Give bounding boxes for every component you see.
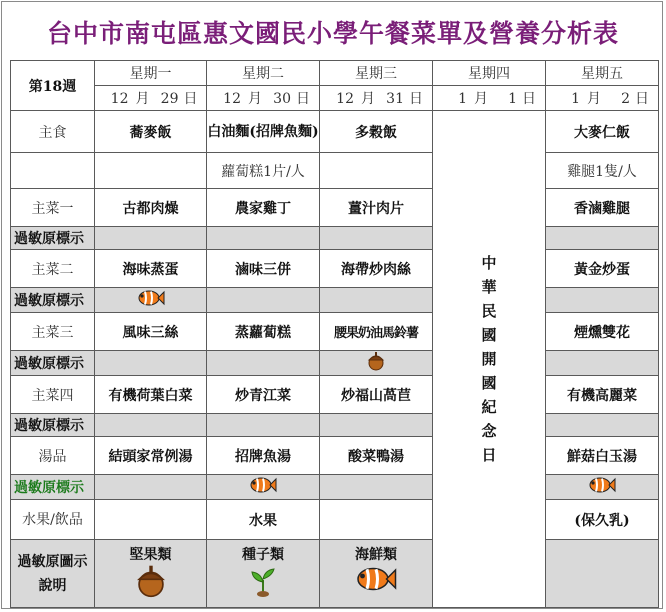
fruit-item: 水果 — [207, 500, 320, 540]
main1-dish: 古都肉燥 — [95, 189, 207, 227]
row-label-main2: 主菜二 — [11, 250, 95, 288]
date-part: 日 — [635, 91, 649, 107]
day-name: 星期三 — [320, 61, 433, 86]
allergen-label: 過敏原標示 — [11, 227, 95, 250]
date-part: 月 — [587, 91, 601, 107]
soup-dish: 結頭家常例湯 — [95, 437, 207, 475]
date-part: 12 — [223, 91, 241, 107]
row-label-fruit: 水果/飲品 — [11, 500, 95, 540]
date-part: 2 — [621, 91, 630, 107]
legend-item — [95, 540, 207, 608]
day-date — [95, 86, 207, 111]
legend-name: 種子類 — [242, 547, 284, 563]
fish-icon — [588, 475, 616, 499]
day-date — [207, 86, 320, 111]
main4-dish: 炒福山萵苣 — [320, 376, 433, 414]
day-name: 星期五 — [546, 61, 659, 86]
fish-icon — [353, 564, 399, 598]
date-part: 1 — [458, 91, 467, 107]
menu-table — [10, 60, 659, 608]
date-part: 30 — [273, 91, 291, 107]
page-title: 台中市南屯區惠文國民小學午餐菜單及營養分析表 — [46, 19, 619, 48]
main2-dish: 黃金炒蛋 — [546, 250, 659, 288]
legend-name: 海鮮類 — [355, 547, 397, 563]
date-part: 日 — [183, 91, 198, 107]
date-part: 1 — [571, 91, 580, 107]
main1-dish: 農家雞丁 — [207, 189, 320, 227]
staple-dish: 蕎麥飯 — [95, 111, 207, 153]
allergen-label: 過敏原標示 — [11, 414, 95, 437]
main4-dish: 炒青江菜 — [207, 376, 320, 414]
staple-side: 雞腿1隻/人 — [546, 153, 659, 189]
staple-dish: 白油麵(招牌魚麵) — [207, 111, 320, 153]
staple-dish: 大麥仁飯 — [546, 111, 659, 153]
staple-side — [320, 153, 433, 189]
day-date — [320, 86, 433, 111]
row-label-soup: 湯品 — [11, 437, 95, 475]
legend-name: 堅果類 — [129, 547, 172, 563]
legend-item — [207, 540, 320, 608]
staple-dish: 多穀飯 — [320, 111, 433, 153]
row-label-main1: 主菜一 — [11, 189, 95, 227]
main3-dish: 風味三絲 — [95, 313, 207, 351]
fruit-item — [320, 500, 433, 540]
allergen-label: 過敏原標示 — [11, 475, 95, 500]
main1-dish: 香滷雞腿 — [546, 189, 659, 227]
day-name: 星期一 — [95, 61, 207, 86]
date-part: 31 — [386, 91, 404, 107]
allergen-label: 過敏原標示 — [11, 288, 95, 313]
soup-dish: 酸菜鴨湯 — [320, 437, 433, 475]
main4-dish: 有機高麗菜 — [546, 376, 659, 414]
main4-dish: 有機荷葉白菜 — [95, 376, 207, 414]
day-date — [433, 86, 546, 111]
main1-dish: 薑汁肉片 — [320, 189, 433, 227]
main3-dish: 煙燻雙花 — [546, 313, 659, 351]
nut-icon — [134, 564, 168, 602]
allergen-label: 過敏原標示 — [11, 351, 95, 376]
soup-dish: 招牌魚湯 — [207, 437, 320, 475]
sprout-icon — [248, 564, 278, 602]
date-part: 12 — [110, 91, 129, 107]
day-name: 星期二 — [207, 61, 320, 86]
day-date — [546, 86, 659, 111]
date-part: 月 — [135, 91, 150, 107]
date-part: 12 — [336, 91, 354, 107]
main3-dish: 蒸蘿蔔糕 — [207, 313, 320, 351]
date-part: 日 — [296, 91, 310, 107]
row-label-main4: 主菜四 — [11, 376, 95, 414]
main3-dish: 腰果奶油馬鈴薯 — [320, 313, 433, 351]
main2-dish: 滷味三併 — [207, 250, 320, 288]
row-label-main3: 主菜三 — [11, 313, 95, 351]
week-label: 第18週 — [11, 61, 95, 111]
holiday-cell — [433, 111, 546, 608]
fruit-item — [95, 500, 207, 540]
nut-icon — [367, 351, 385, 375]
fish-icon — [137, 288, 165, 312]
row-label-staple: 主食 — [11, 111, 95, 153]
staple-side — [95, 153, 207, 189]
date-part: 月 — [248, 91, 262, 107]
date-part: 1 — [508, 91, 517, 107]
holiday-text: 中華民國開國紀念日 — [481, 254, 497, 464]
soup-dish: 鮮菇白玉湯 — [546, 437, 659, 475]
main2-dish: 海帶炒肉絲 — [320, 250, 433, 288]
date-part: 日 — [409, 91, 423, 107]
date-part: 月 — [361, 91, 375, 107]
day-name: 星期四 — [433, 61, 546, 86]
legend-label: 過敏原圖示說明 — [11, 540, 95, 608]
main2-dish: 海味蒸蛋 — [95, 250, 207, 288]
fruit-item: (保久乳) — [546, 500, 659, 540]
date-part: 月 — [474, 91, 488, 107]
legend-item — [320, 540, 433, 608]
date-part: 29 — [160, 91, 179, 107]
fish-icon — [249, 475, 277, 499]
staple-side: 蘿蔔糕1片/人 — [207, 153, 320, 189]
date-part: 日 — [522, 91, 536, 107]
